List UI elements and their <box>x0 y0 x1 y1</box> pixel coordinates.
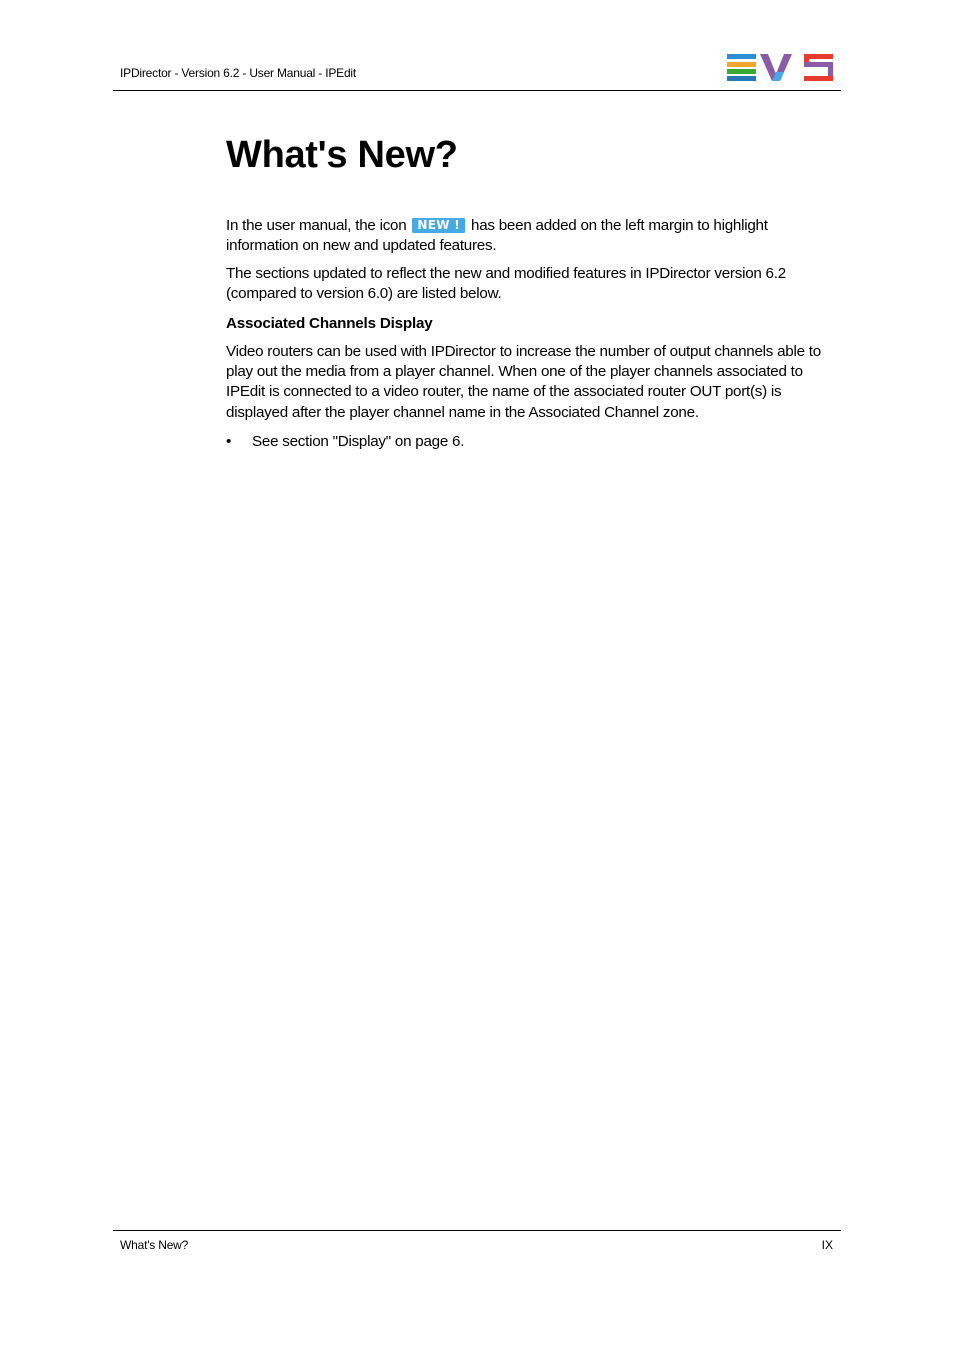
intro-text-before: In the user manual, the icon <box>226 217 407 234</box>
new-icon: NEW ! <box>412 218 465 233</box>
bullet-icon: • <box>226 433 232 450</box>
intro-paragraph <box>226 216 838 256</box>
footer-divider <box>113 1230 841 1231</box>
page-number: IX <box>821 1238 833 1252</box>
document-title: IPDirector - Version 6.2 - User Manual - IPEdit <box>120 66 357 80</box>
sections-note-paragraph: The sections updated to reflect the new and modified features in IPDirector version 6.2 (compared to version 6.0) are listed below. <box>226 265 786 303</box>
cross-reference-link[interactable]: See section "Display" on page 6. <box>252 433 465 450</box>
evs-logo <box>727 54 834 82</box>
section-heading: Associated Channels Display <box>226 315 433 332</box>
footer-section-name: What's New? <box>120 1238 189 1252</box>
intro-text-after: has been added on the left margin to highlight information on new and updated features. <box>226 217 768 255</box>
header-divider <box>113 90 841 91</box>
page-title: What's New? <box>226 134 458 176</box>
section-body-paragraph: Video routers can be used with IPDirector to increase the number of output channels able to play out the media from a player channel. When one of the player channels associated to IPEdit is connected to a video router, the name of the associated router OUT port(s) is displayed after the player channel name in the Associated Channel zone. <box>226 343 821 421</box>
